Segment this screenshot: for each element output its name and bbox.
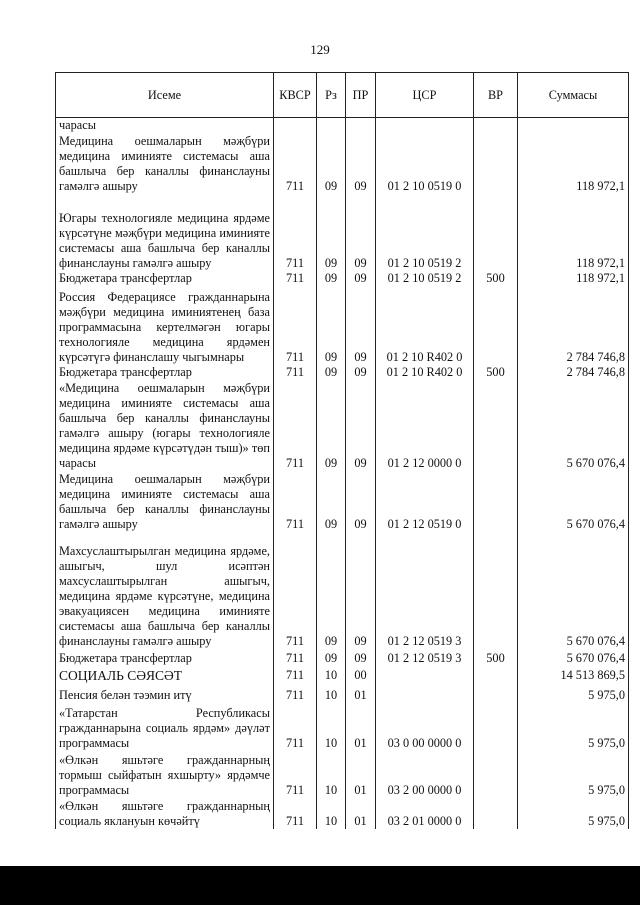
table-row [56,751,629,798]
table-row [56,118,629,134]
row-csr: 01 2 12 0519 0 [376,471,474,532]
row-rz: 09 [317,194,346,271]
row-name: чарасы [56,118,274,134]
row-rz: 10 [317,683,346,703]
row-csr: 01 2 10 R402 0 [376,365,474,380]
row-pr: 01 [346,703,376,751]
row-vr [474,380,518,471]
row-kvsr: 711 [274,666,317,683]
table-row [56,683,629,703]
row-sum: 118 972,1 [518,133,629,194]
table-row [56,133,629,194]
row-csr: 03 0 00 0000 0 [376,703,474,751]
row-csr [376,118,474,134]
row-sum: 5 975,0 [518,683,629,703]
row-kvsr: 711 [274,271,317,286]
row-csr [376,666,474,683]
row-kvsr: 711 [274,683,317,703]
header-sum: Суммасы [518,73,629,118]
row-rz: 09 [317,286,346,365]
row-sum: 118 972,1 [518,271,629,286]
row-pr: 09 [346,649,376,666]
row-rz: 10 [317,703,346,751]
row-rz [317,118,346,134]
header-name: Исеме [56,73,274,118]
table-row [56,703,629,751]
table-row [56,666,629,683]
row-vr [474,703,518,751]
row-pr: 01 [346,751,376,798]
row-rz: 10 [317,798,346,829]
row-pr: 09 [346,532,376,649]
row-name: «Өлкән яшьтәге гражданнарның тормыш сыйфатын яхшырту» ярдәмче программасы [56,751,274,798]
row-name: Махсуслаштырылган медицина ярдәме, ашыгыч, шул исәптән махсуслаштырылган ашыгыч, медицина ярдәме күрсәтүне, медицина эвакуациясен медицина иминияте системасы аша башлыча бер каналлы финанслауны гамәлгә ашыру [56,532,274,649]
row-csr: 01 2 10 0519 2 [376,194,474,271]
row-csr: 01 2 10 0519 0 [376,133,474,194]
row-vr [474,133,518,194]
row-name: Медицина оешмаларын мәҗбүри медицина иминияте системасы аша башлыча бер каналлы финанслауны гамәлгә ашыру [56,471,274,532]
row-rz: 09 [317,471,346,532]
row-csr: 01 2 10 R402 0 [376,286,474,365]
row-sum: 5 975,0 [518,798,629,829]
row-vr [474,666,518,683]
row-kvsr: 711 [274,751,317,798]
row-rz: 10 [317,751,346,798]
row-csr: 01 2 10 0519 2 [376,271,474,286]
header-vr: ВР [474,73,518,118]
row-pr: 01 [346,798,376,829]
table-row [56,471,629,532]
row-csr: 03 2 01 0000 0 [376,798,474,829]
row-rz: 09 [317,532,346,649]
row-sum: 5 975,0 [518,703,629,751]
row-name: «Медицина оешмаларын мәҗбүри медицина иминияте системасы аша башлыча бер каналлы финанслауны гамәлгә ашыру (югары технологияле медицина ярдәме күрсәтүдән тыш)» төп чарасы [56,380,274,471]
row-rz: 09 [317,380,346,471]
row-sum: 5 670 076,4 [518,380,629,471]
row-sum: 2 784 746,8 [518,365,629,380]
row-pr: 09 [346,471,376,532]
row-rz: 09 [317,133,346,194]
table-row [56,194,629,271]
row-kvsr: 711 [274,532,317,649]
row-pr: 01 [346,683,376,703]
row-vr [474,683,518,703]
row-vr: 500 [474,649,518,666]
row-name: Бюджетара трансфертлар [56,649,274,666]
row-kvsr: 711 [274,798,317,829]
row-rz: 09 [317,271,346,286]
header-rz: Рз [317,73,346,118]
row-vr: 500 [474,365,518,380]
row-sum: 14 513 869,5 [518,666,629,683]
row-csr: 01 2 12 0000 0 [376,380,474,471]
table-row [56,798,629,829]
row-kvsr: 711 [274,703,317,751]
row-vr [474,798,518,829]
row-sum: 5 975,0 [518,751,629,798]
row-csr [376,683,474,703]
row-pr [346,118,376,134]
table-row [56,380,629,471]
row-name: Россия Федерациясе гражданнарына мәҗбүри медицина иминиятенең база программасына кертелмәгән югары технологияле медицина ярдәмен күрсәтүгә финанслашу чыгымнары [56,286,274,365]
row-pr: 09 [346,365,376,380]
table-row [56,286,629,365]
header-pr: ПР [346,73,376,118]
row-name: Бюджетара трансфертлар [56,271,274,286]
table-row [56,271,629,286]
row-vr [474,471,518,532]
row-vr: 500 [474,271,518,286]
table-row [56,532,629,649]
row-rz: 09 [317,365,346,380]
row-pr: 09 [346,271,376,286]
row-rz: 09 [317,649,346,666]
row-csr: 03 2 00 0000 0 [376,751,474,798]
row-name: «Өлкән яшьтәге гражданнарның социаль яклануын көчәйтү [56,798,274,829]
row-kvsr: 711 [274,471,317,532]
row-vr [474,118,518,134]
row-pr: 09 [346,380,376,471]
row-sum: 5 670 076,4 [518,471,629,532]
row-pr: 00 [346,666,376,683]
table-header-row [56,73,629,118]
row-name: Бюджетара трансфертлар [56,365,274,380]
row-vr [474,194,518,271]
row-pr: 09 [346,194,376,271]
row-csr: 01 2 12 0519 3 [376,649,474,666]
row-sum [518,118,629,134]
row-sum: 2 784 746,8 [518,286,629,365]
row-kvsr: 711 [274,133,317,194]
header-csr: ЦСР [376,73,474,118]
row-sum: 118 972,1 [518,194,629,271]
row-kvsr: 711 [274,365,317,380]
table-row [56,365,629,380]
row-pr: 09 [346,286,376,365]
row-sum: 5 670 076,4 [518,532,629,649]
row-name: Югары технологияле медицина ярдәме күрсәтүне мәҗбүри медицина иминияте системасы аша башлыча бер каналлы финанслауны гамәлгә ашыру [56,194,274,271]
row-vr [474,286,518,365]
row-kvsr [274,118,317,134]
row-name: СОЦИАЛЬ СӘЯСӘТ [56,666,274,683]
budget-table [55,72,629,829]
row-sum: 5 670 076,4 [518,649,629,666]
row-pr: 09 [346,133,376,194]
row-kvsr: 711 [274,649,317,666]
row-rz: 10 [317,666,346,683]
row-kvsr: 711 [274,380,317,471]
row-name: Пенсия белән тәэмин итү [56,683,274,703]
page-number: 129 [310,42,330,57]
row-vr [474,532,518,649]
row-name: «Татарстан Республикасы гражданнарына социаль ярдәм» дәүләт программасы [56,703,274,751]
header-kvsr: КВСР [274,73,317,118]
row-csr: 01 2 12 0519 3 [376,532,474,649]
row-name: Медицина оешмаларын мәҗбүри медицина иминияте системасы аша башлыча бер каналлы финанслауны гамәлгә ашыру [56,133,274,194]
row-vr [474,751,518,798]
scan-bottom-bar [0,866,640,905]
table-row [56,649,629,666]
row-kvsr: 711 [274,194,317,271]
row-kvsr: 711 [274,286,317,365]
